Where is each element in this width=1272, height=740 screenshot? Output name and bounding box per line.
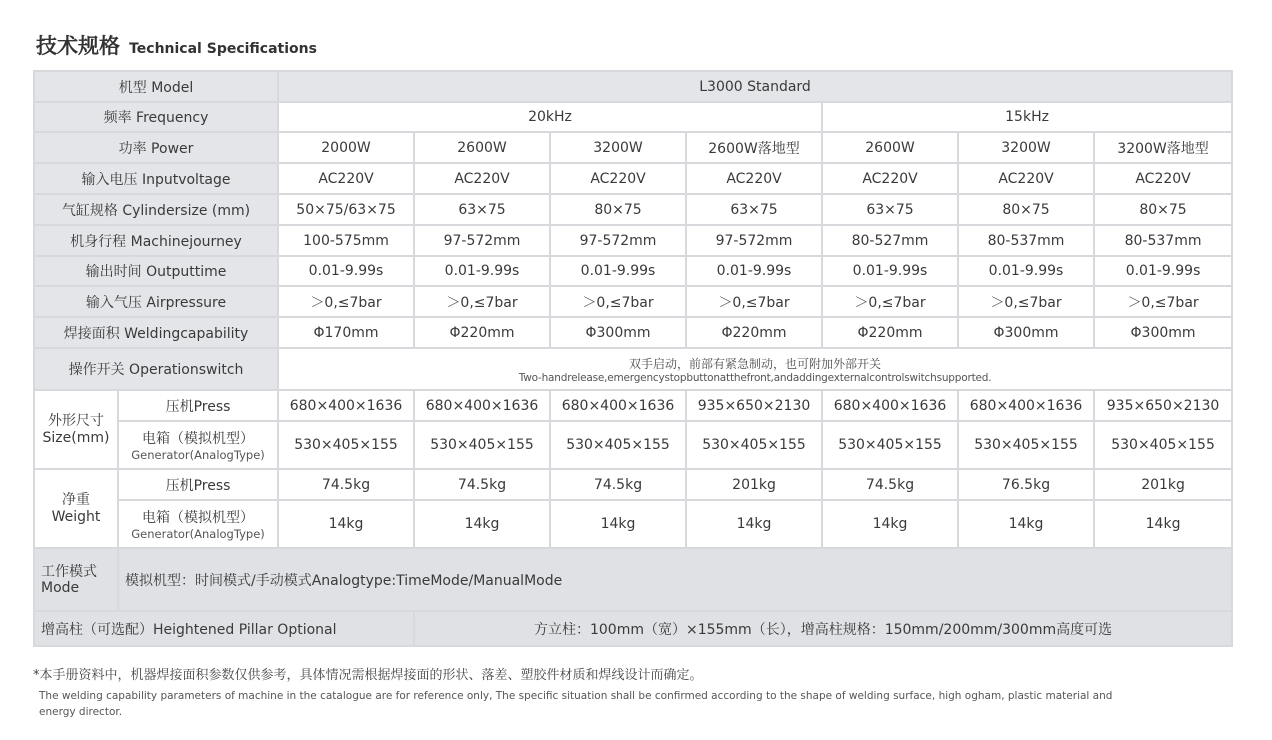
footnote-en: The welding capability parameters of machine in the catalogue are for reference only, The specific situation shall be confirmed according to the shape of welding surface, high ogham, plastic material and energy director.	[39, 690, 1113, 718]
table-cell: Φ220mm	[686, 317, 822, 348]
table-cell: 80×75	[958, 194, 1094, 225]
frequency-row	[34, 102, 1232, 132]
table-cell: 680×400×1636	[550, 390, 686, 421]
generator-label-zh: 电箱（模拟机型）	[142, 431, 254, 447]
row-label: 焊接面积 Weldingcapability	[34, 317, 278, 348]
table-cell: 80-537mm	[1094, 225, 1232, 256]
table-cell: 3200W	[550, 132, 686, 163]
table-cell: 80-537mm	[958, 225, 1094, 256]
generator-label-zh: 电箱（模拟机型）	[142, 510, 254, 526]
operation-value-en: Two-handrelease,emergencystopbuttonatthefront,andaddingexternalcontrolswitchsupported.	[518, 371, 992, 384]
table-cell: 680×400×1636	[822, 390, 958, 421]
weight-group-label	[34, 469, 118, 548]
pillar-row	[34, 611, 1232, 646]
table-cell: 0.01-9.99s	[278, 256, 414, 286]
freq-15-cell: 15kHz	[822, 102, 1232, 132]
table-cell: 530×405×155	[414, 421, 550, 469]
table-cell: 530×405×155	[1094, 421, 1232, 469]
table-cell: 14kg	[278, 500, 414, 548]
weight-press-label: 压机Press	[118, 469, 278, 500]
table-cell: 97-572mm	[686, 225, 822, 256]
table-row	[34, 225, 1232, 256]
table-cell: 530×405×155	[550, 421, 686, 469]
table-cell: 97-572mm	[550, 225, 686, 256]
table-cell: ＞0,≤7bar	[1094, 286, 1232, 317]
table-cell: 74.5kg	[414, 469, 550, 500]
table-cell: 530×405×155	[822, 421, 958, 469]
table-cell: 3200W	[958, 132, 1094, 163]
table-cell: 680×400×1636	[958, 390, 1094, 421]
table-cell: 201kg	[686, 469, 822, 500]
weight-label-zh: 净重	[62, 491, 90, 508]
table-cell: ＞0,≤7bar	[958, 286, 1094, 317]
table-cell: 530×405×155	[278, 421, 414, 469]
table-cell: 74.5kg	[550, 469, 686, 500]
table-cell: 97-572mm	[414, 225, 550, 256]
table-cell: 530×405×155	[958, 421, 1094, 469]
weight-press-row	[34, 469, 1232, 500]
row-label: 输入电压 Inputvoltage	[34, 163, 278, 194]
table-cell: 2600W落地型	[686, 132, 822, 163]
operation-row	[34, 348, 1232, 390]
table-cell: 74.5kg	[278, 469, 414, 500]
table-cell: 935×650×2130	[1094, 390, 1232, 421]
table-cell: AC220V	[278, 163, 414, 194]
table-row	[34, 194, 1232, 225]
table-cell: 100-575mm	[278, 225, 414, 256]
weight-generator-row	[34, 500, 1232, 548]
model-row	[34, 71, 1232, 102]
mode-value: 模拟机型：时间模式/手动模式Analogtype:TimeMode/ManualMode	[118, 548, 1232, 611]
frequency-label: 频率 Frequency	[34, 102, 278, 132]
table-cell: 14kg	[414, 500, 550, 548]
table-row	[34, 317, 1232, 348]
page-title	[36, 30, 317, 60]
table-cell: 0.01-9.99s	[958, 256, 1094, 286]
pillar-label: 增高柱（可选配）Heightened Pillar Optional	[34, 611, 414, 646]
size-label-zh: 外形尺寸	[48, 412, 104, 429]
table-cell: 680×400×1636	[414, 390, 550, 421]
table-cell: 2000W	[278, 132, 414, 163]
title-zh: 技术规格	[36, 34, 120, 58]
model-label: 机型 Model	[34, 71, 278, 102]
table-row	[34, 163, 1232, 194]
table-cell: ＞0,≤7bar	[414, 286, 550, 317]
table-cell: 0.01-9.99s	[1094, 256, 1232, 286]
table-cell: AC220V	[414, 163, 550, 194]
table-cell: 2600W	[822, 132, 958, 163]
table-cell: Φ300mm	[550, 317, 686, 348]
row-label: 输出时间 Outputtime	[34, 256, 278, 286]
table-cell: 50×75/63×75	[278, 194, 414, 225]
operation-label: 操作开关 Operationswitch	[34, 348, 278, 390]
table-cell: 0.01-9.99s	[822, 256, 958, 286]
table-cell: AC220V	[550, 163, 686, 194]
table-cell: Φ170mm	[278, 317, 414, 348]
table-row	[34, 286, 1232, 317]
row-label: 输入气压 Airpressure	[34, 286, 278, 317]
table-cell: 201kg	[1094, 469, 1232, 500]
table-cell: Φ300mm	[958, 317, 1094, 348]
weight-label-en: Weight	[51, 508, 101, 525]
row-label: 机身行程 Machinejourney	[34, 225, 278, 256]
spec-table	[33, 70, 1233, 647]
table-cell: 14kg	[550, 500, 686, 548]
table-cell: AC220V	[686, 163, 822, 194]
table-cell: 0.01-9.99s	[414, 256, 550, 286]
table-cell: 935×650×2130	[686, 390, 822, 421]
row-label: 功率 Power	[34, 132, 278, 163]
table-cell: 0.01-9.99s	[686, 256, 822, 286]
table-cell: 76.5kg	[958, 469, 1094, 500]
operation-value	[278, 348, 1232, 390]
table-cell: 14kg	[822, 500, 958, 548]
table-cell: 680×400×1636	[278, 390, 414, 421]
table-cell: ＞0,≤7bar	[550, 286, 686, 317]
table-cell: 3200W落地型	[1094, 132, 1232, 163]
operation-value-zh: 双手启动，前部有紧急制动，也可附加外部开关	[629, 356, 882, 371]
mode-label	[34, 548, 118, 611]
size-press-label: 压机Press	[118, 390, 278, 421]
table-cell: 14kg	[958, 500, 1094, 548]
table-cell: 14kg	[1094, 500, 1232, 548]
table-cell: ＞0,≤7bar	[822, 286, 958, 317]
footnote-zh: *本手册资料中，机器焊接面积参数仅供参考，具体情况需根据焊接面的形状、落差、塑胶件材质和焊线设计而确定。	[33, 668, 703, 683]
table-cell: 63×75	[686, 194, 822, 225]
mode-row	[34, 548, 1232, 611]
table-cell: 530×405×155	[686, 421, 822, 469]
size-group-label	[34, 390, 118, 469]
table-cell: Φ220mm	[822, 317, 958, 348]
table-cell: AC220V	[822, 163, 958, 194]
size-generator-label	[118, 421, 278, 469]
footnote	[33, 664, 1233, 720]
table-cell: ＞0,≤7bar	[686, 286, 822, 317]
mode-label-zh: 工作模式	[41, 563, 97, 580]
row-label: 气缸规格 Cylindersize (mm)	[34, 194, 278, 225]
table-cell: 63×75	[414, 194, 550, 225]
model-value: L3000 Standard	[278, 71, 1232, 102]
weight-generator-label	[118, 500, 278, 548]
generator-label-en: Generator(AnalogType)	[131, 527, 265, 541]
pillar-value: 方立柱：100mm（宽）×155mm（长），增高柱规格：150mm/200mm/300mm高度可选	[414, 611, 1232, 646]
table-cell: 80-527mm	[822, 225, 958, 256]
mode-label-en: Mode	[41, 579, 80, 596]
size-press-row	[34, 390, 1232, 421]
table-cell: 14kg	[686, 500, 822, 548]
table-cell: Φ300mm	[1094, 317, 1232, 348]
table-cell: 80×75	[1094, 194, 1232, 225]
table-cell: 63×75	[822, 194, 958, 225]
table-cell: 74.5kg	[822, 469, 958, 500]
table-row	[34, 256, 1232, 286]
table-cell: AC220V	[1094, 163, 1232, 194]
table-cell: 80×75	[550, 194, 686, 225]
table-cell: Φ220mm	[414, 317, 550, 348]
table-row	[34, 132, 1232, 163]
table-cell: 2600W	[414, 132, 550, 163]
title-en: Technical Specifications	[129, 41, 317, 57]
table-cell: ＞0,≤7bar	[278, 286, 414, 317]
table-cell: AC220V	[958, 163, 1094, 194]
generator-label-en: Generator(AnalogType)	[131, 448, 265, 462]
table-cell: 0.01-9.99s	[550, 256, 686, 286]
freq-20-cell: 20kHz	[278, 102, 822, 132]
size-label-en: Size(mm)	[42, 429, 110, 446]
size-generator-row	[34, 421, 1232, 469]
